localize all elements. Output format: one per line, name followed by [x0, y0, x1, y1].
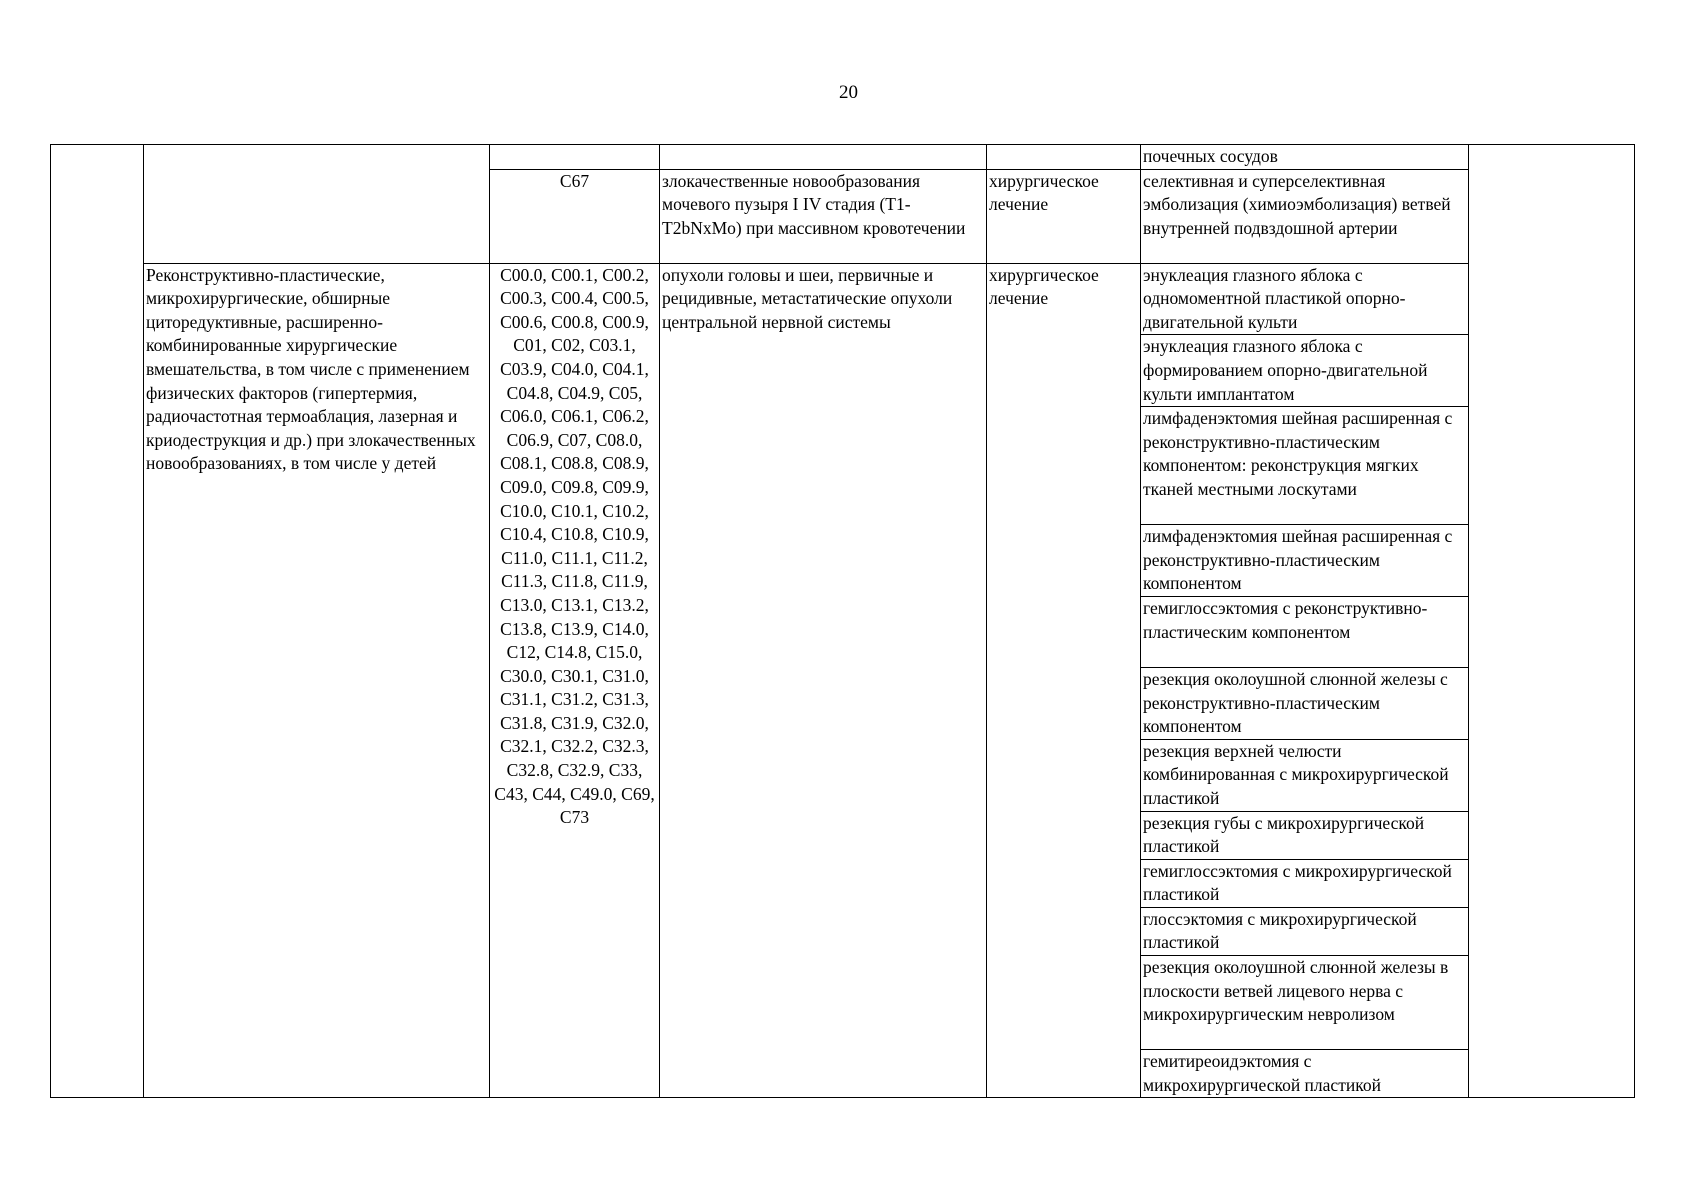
method-cell: глоссэктомия с микрохирургической пластикой — [1141, 907, 1469, 955]
method-cell: селективная и суперселективная эмболизация (химиоэмболизация) ветвей внутренней подвздошной артерии — [1141, 169, 1469, 263]
treatment-cell — [987, 145, 1141, 170]
table-row — [51, 263, 1635, 335]
group-name-cell: Реконструктивно-пластические, микрохирургические, обширные циторедуктивные, расширенно-комбинированные хирургические вмешательства, в том числе с применением физических факторов (гипертермия, радиочастотная термоаблация, лазерная и криодеструкция и др.) при злокачественных новообразованиях, в том числе у детей — [144, 263, 490, 1098]
method-cell: гемиглоссэктомия с реконструктивно-пластическим компонентом — [1141, 596, 1469, 667]
method-cell: лимфаденэктомия шейная расширенная с реконструктивно-пластическим компонентом — [1141, 525, 1469, 597]
method-cell: энуклеация глазного яблока с одномоментной пластикой опорно-двигательной культи — [1141, 263, 1469, 335]
treatment-cell: хирургическое лечение — [987, 169, 1141, 263]
codes-cell: С67 — [490, 169, 660, 263]
codes-cell: С00.0, С00.1, С00.2, С00.3, С00.4, С00.5, С00.6, С00.8, С00.9, С01, С02, С03.1, С03.9, С04.0, С04.1, С04.8, С04.9, С05, С06.0, С06.1, С06.2, С06.9, С07, С08.0, С08.1, С08.8, С08.9, С09.0, С09.8, С09.9, С10.0, С10.1, С10.2, С10.4, С10.8, С10.9, С11.0, С11.1, С11.2, С11.3, С11.8, С11.9, С13.0, С13.1, С13.2, С13.8, С13.9, С14.0, С12, С14.8, С15.0, С30.0, С30.1, С31.0, С31.1, С31.2, С31.3, С31.8, С31.9, С32.0, С32.1, С32.2, С32.3, С32.8, С32.9, С33, С43, С44, С49.0, С69, С73 — [490, 263, 660, 1098]
norm-cell — [1469, 145, 1635, 1098]
services-table — [50, 144, 1635, 1098]
method-cell: гемитиреоидэктомия с микрохирургической пластикой — [1141, 1050, 1469, 1098]
model-cell: злокачественные новообразования мочевого пузыря I IV стадия (Т1-Т2bNxMo) при массивном кровотечении — [660, 169, 987, 263]
method-cell: энуклеация глазного яблока с формированием опорно-двигательной культи имплантатом — [1141, 335, 1469, 407]
page-number: 20 — [839, 82, 858, 103]
codes-cell — [490, 145, 660, 170]
method-cell: гемиглоссэктомия с микрохирургической пластикой — [1141, 859, 1469, 907]
group-name-cell — [144, 145, 490, 264]
method-cell: резекция околоушной слюнной железы с реконструктивно-пластическим компонентом — [1141, 667, 1469, 739]
table-row — [51, 145, 1635, 170]
treatment-cell: хирургическое лечение — [987, 263, 1141, 1098]
model-cell: опухоли головы и шеи, первичные и рецидивные, метастатические опухоли центральной нервной системы — [660, 263, 987, 1098]
model-cell — [660, 145, 987, 170]
number-cell — [51, 145, 144, 1098]
method-cell: резекция околоушной слюнной железы в плоскости ветвей лицевого нерва с микрохирургическим невролизом — [1141, 956, 1469, 1050]
method-cell: почечных сосудов — [1141, 145, 1469, 170]
method-cell: резекция верхней челюсти комбинированная с микрохирургической пластикой — [1141, 739, 1469, 811]
method-cell: резекция губы с микрохирургической пластикой — [1141, 811, 1469, 859]
method-cell: лимфаденэктомия шейная расширенная с реконструктивно-пластическим компонентом: реконструкция мягких тканей местными лоскутами — [1141, 407, 1469, 525]
